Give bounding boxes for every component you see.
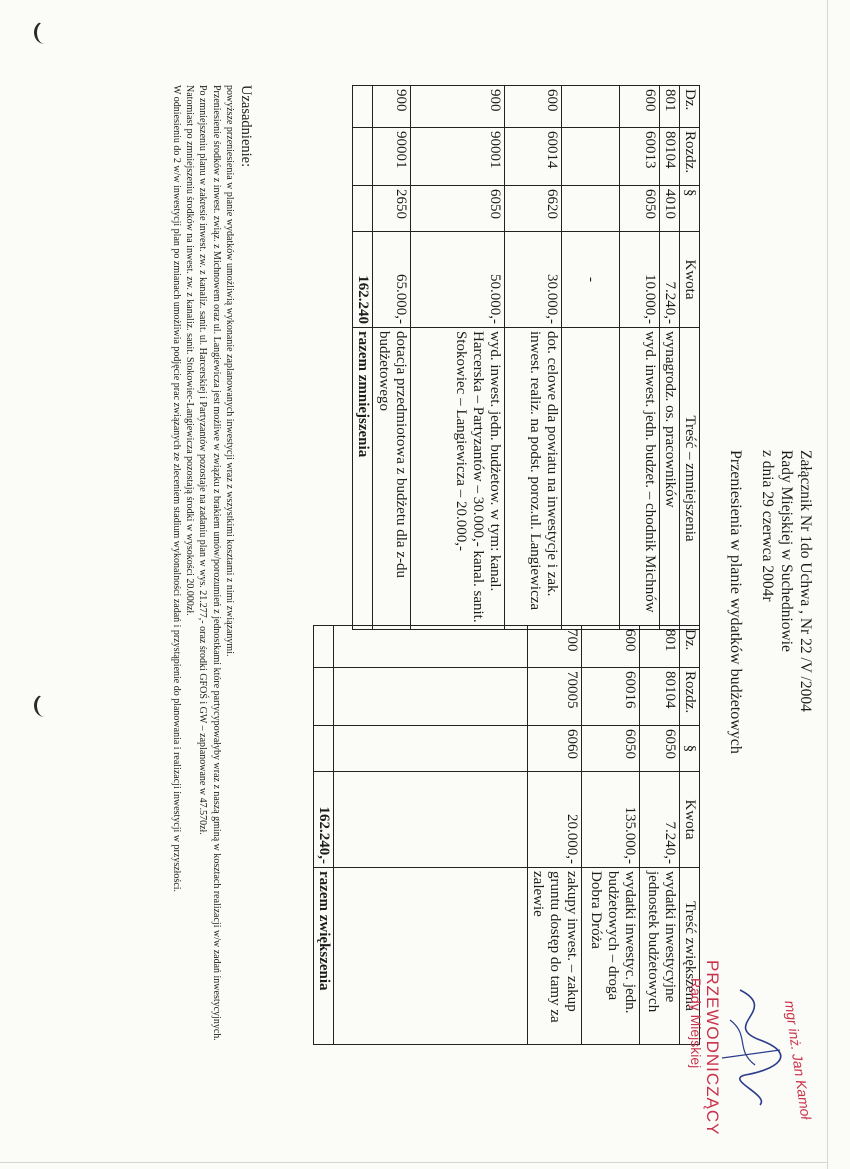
header-line-3: z dnia 29 czerwca 2004r <box>759 450 776 602</box>
table-row <box>562 86 620 630</box>
cell-dz: 801 <box>660 86 680 128</box>
cell-dz: 900 <box>411 86 505 128</box>
table-row <box>373 86 411 630</box>
total-amount: 162.240,- <box>314 772 334 868</box>
table-total-row <box>353 86 373 630</box>
section-title: Przeniesienia w planie wydatków budżetowych <box>727 450 744 754</box>
cell-amount: 65.000,- <box>373 232 411 328</box>
cell-paragraph: 6050 <box>620 186 660 232</box>
cell-description: wyd. inwest. jedn. budżetow. w tym: kanal. Harcerska – Partyzantów – 30.000,- kanal. sanit. Stokowiec – Langiewicza – 20.000,- <box>411 328 505 630</box>
column-header: Rozdz. <box>680 128 700 186</box>
cell-dz <box>562 86 620 128</box>
cell-amount: 10.000,- <box>620 232 660 328</box>
cell-amount: - <box>562 232 620 328</box>
chairman-stamp <box>675 960 830 1150</box>
column-header: § <box>680 186 700 232</box>
stamp-title: PRZEWODNICZĄCY <box>703 960 722 1136</box>
cell-rozdz <box>562 128 620 186</box>
justification-line: Przeniesienie środków z inwest. związ. z Michnowem oraz ul. Langiewicza jest możliwe w związku z brakiem umów/porozumień z jednostkami które partycypowałyby wraz z naszą gminą w kosztach realizacji w/w zadań inwestycyjnych. <box>210 85 222 1041</box>
cell-description: dotacja przedmiotowa z budżetu dla z-du budżetowego <box>373 328 411 630</box>
cell-amount: 20.000,- <box>528 772 582 868</box>
cell-rozdz: 70005 <box>528 668 582 726</box>
total-amount: 162.240 <box>353 232 373 328</box>
cell-paragraph: 6050 <box>640 726 680 772</box>
cell-paragraph: 6620 <box>505 186 562 232</box>
column-header: Kwota <box>680 772 700 868</box>
cell-rozdz: 60014 <box>505 128 562 186</box>
cell-dz: 600 <box>505 86 562 128</box>
cell-paragraph: 6050 <box>411 186 505 232</box>
table-empty-row <box>334 626 528 1045</box>
cell-dz: 700 <box>528 626 582 668</box>
cell-rozdz: 90001 <box>373 128 411 186</box>
cell-paragraph <box>562 186 620 232</box>
cell-rozdz: 80104 <box>640 668 680 726</box>
cell-paragraph: 2650 <box>373 186 411 232</box>
cell-description: zakupy inwest. – zakup gruntu dostęp do tamy za zalewie <box>528 868 582 1045</box>
table-row <box>660 86 680 630</box>
document-header <box>758 450 815 712</box>
table-row <box>620 86 660 630</box>
column-header: Rozdz. <box>680 668 700 726</box>
justification-line: Po zmniejszeniu planu w zakresie inwest. zw. z kanaliz. sanit. ul. Harcerskiej i Partyzantów pozostaje na zadaniu plan w wys. 21.277,- oraz środki GFOŚ i GW – zaplanowane w 47.570zł. <box>197 85 209 835</box>
table-row <box>505 86 562 630</box>
cell-rozdz: 60013 <box>620 128 660 186</box>
cell-paragraph: 4010 <box>660 186 680 232</box>
header-line-1: Załącznik Nr 1do Uchwa , Nr 22 /V /2004 <box>797 450 814 712</box>
column-header: § <box>680 726 700 772</box>
total-label: razem zmniejszenia <box>353 328 373 630</box>
column-header: Treść – zmniejszenia <box>680 328 700 630</box>
table-row <box>640 626 680 1045</box>
column-header: Dz. <box>680 86 700 128</box>
cell-description: wyd. inwest. jedn. budzet. – chodnik Michnów <box>620 328 660 630</box>
justification-line: Natomiast po zmniejszeniu środków na inwest. zw. z kanaliz. sanit. Stokowiec-Langiewicza pozostają środki w wysokości 20.000zł. <box>184 85 196 616</box>
table-row <box>528 626 582 1045</box>
cell-dz: 600 <box>620 86 660 128</box>
cell-paragraph: 6060 <box>528 726 582 772</box>
stamp-name: mgr inż. Jan Kamoł <box>781 999 815 1121</box>
header-line-2: Rady Miejskiej w Suchedniowie <box>778 450 795 652</box>
justification-line: W odniesieniu do 2 w/w inwestycji plan po zmianach umożliwia podjęcie prac związanych ze zleceniem stadium wykonalności zadań i przystąpienie do planowania i realizacji inwestycji w przyszłości. <box>170 85 182 893</box>
cell-description: wydatki inwestycyjne jednostek budżetowych <box>640 868 680 1045</box>
cell-description: wydatki inwestyc. jedn. budżetowych – droga Dobra Dróża <box>582 868 640 1045</box>
cell-description: wynagrodz. os. pracowników <box>660 328 680 630</box>
cell-amount: 7.240,- <box>640 772 680 868</box>
handwritten-signature <box>715 980 790 1110</box>
stamp-subtitle: Rady Miejskiej <box>688 978 704 1069</box>
justification <box>170 85 252 1125</box>
cell-amount: 30.000,- <box>505 232 562 328</box>
cell-rozdz: 90001 <box>411 128 505 186</box>
cell-amount: 135.000,- <box>582 772 640 868</box>
column-header: Kwota <box>680 232 700 328</box>
cell-dz: 900 <box>373 86 411 128</box>
justification-title: Uzasadnienie: <box>238 85 254 168</box>
cell-amount: 50.000,- <box>411 232 505 328</box>
cell-dz: 600 <box>582 626 640 668</box>
decrease-table <box>352 85 700 630</box>
justification-line: powyższe przeniesienia w planie wydatków umożliwią wykonanie zaplanowanych inwestycji wraz z wszystkimi kosztami z nimi związanymi. <box>223 85 235 657</box>
column-header: Treść zwiększenia <box>680 868 700 1045</box>
total-label: razem zwiększenia <box>314 868 334 1045</box>
column-header: Dz. <box>680 626 700 668</box>
cell-description <box>562 328 620 630</box>
table-total-row <box>314 626 334 1045</box>
increase-table <box>313 625 700 1045</box>
cell-amount: 7.240,- <box>660 232 680 328</box>
table-row <box>411 86 505 630</box>
cell-rozdz: 60016 <box>582 668 640 726</box>
cell-description: dot. celowe dla powiatu na inwestycje i zak. inwest. realiz. na podst. poroz.ul. Langiewicza <box>505 328 562 630</box>
cell-dz: 801 <box>640 626 680 668</box>
cell-rozdz: 80104 <box>660 128 680 186</box>
table-header-row <box>680 86 700 630</box>
table-row <box>582 626 640 1045</box>
cell-paragraph: 6050 <box>582 726 640 772</box>
